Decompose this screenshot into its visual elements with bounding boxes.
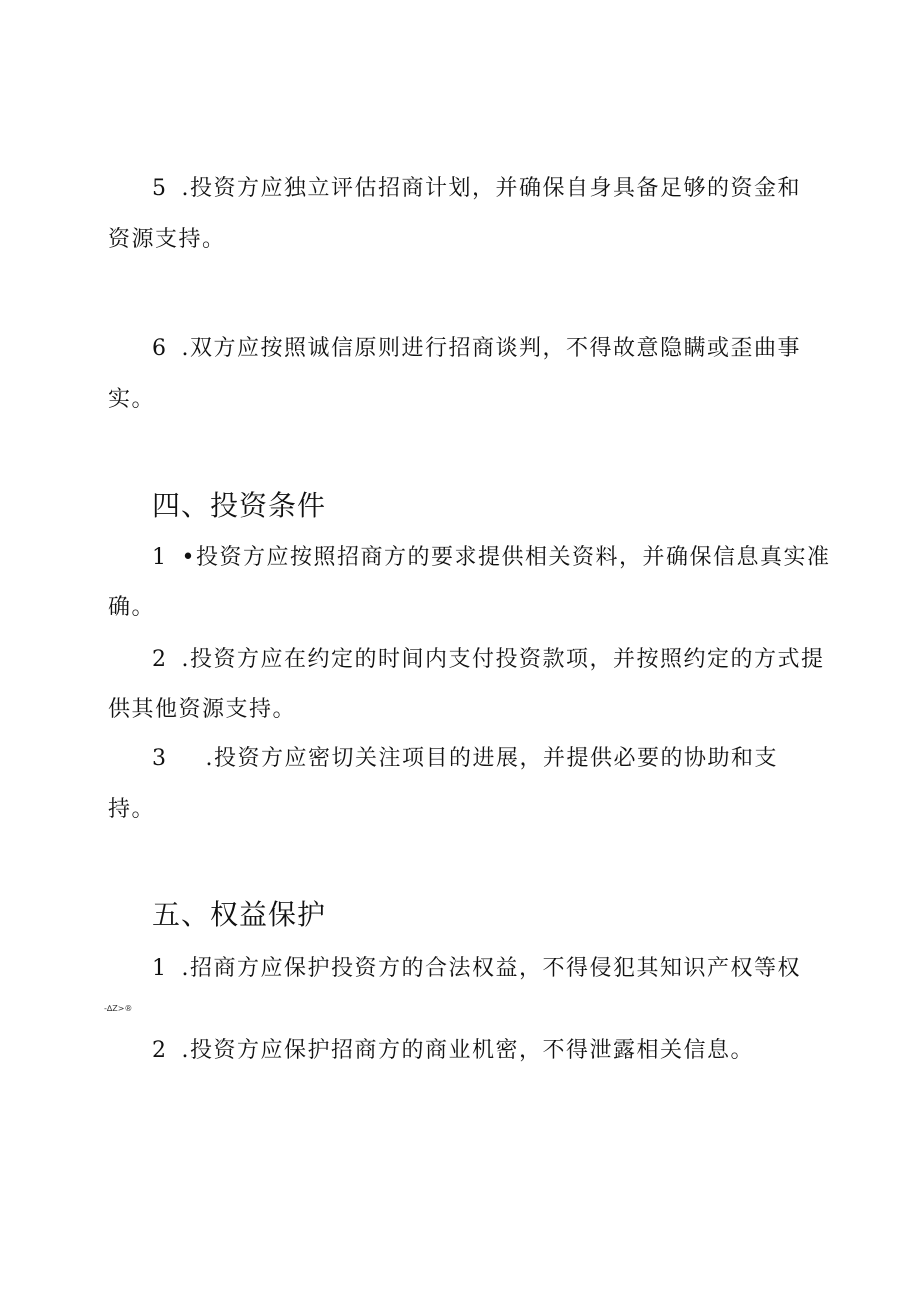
section5-item1-line2: -∆Z>® [104,1004,133,1013]
item-number: 3 [152,746,168,771]
section3-item5-line2: 资源支持。 [108,227,226,252]
item-text: .投资方应在约定的时间内支付投资款项，并按照约定的方式提 [181,647,825,672]
section4-heading: 四、投资条件 [152,489,327,522]
section3-item6-line2: 实。 [108,387,156,412]
section4-item3-line1 [152,743,778,775]
item-number: 2 [152,647,168,672]
section5-item2-line1 [152,1035,754,1067]
item-number: 6 [152,336,168,361]
section3-item6-line1 [152,333,801,365]
item-text: .双方应按照诚信原则进行招商谈判，不得故意隐瞒或歪曲事 [181,336,801,361]
item-number: 2 [152,1038,168,1063]
item-number: 1 [152,545,168,570]
item-text: .投资方应保护招商方的商业机密，不得泄露相关信息。 [181,1038,754,1063]
section4-item2-line2: 供其他资源支持。 [108,697,297,722]
section4-item2-line1 [152,644,825,676]
section5-item1-line1 [152,953,801,985]
item-number: 1 [152,956,168,981]
item-text: .投资方应密切关注项目的进展，并提供必要的协助和支 [205,746,778,771]
section4-item3-line2: 持。 [108,797,156,822]
item-text: .投资方应独立评估招商计划，并确保自身具备足够的资金和 [181,176,801,201]
item-text: .招商方应保护投资方的合法权益，不得侵犯其知识产权等权 [181,956,801,981]
item-text: •投资方应按照招商方的要求提供相关资料，并确保信息真实准 [181,545,831,570]
item-number: 5 [152,176,168,201]
section4-item1-line1 [152,542,830,574]
section5-heading: 五、权益保护 [152,898,327,931]
section3-item5-line1 [152,173,801,205]
section4-item1-line2: 确。 [108,595,156,620]
